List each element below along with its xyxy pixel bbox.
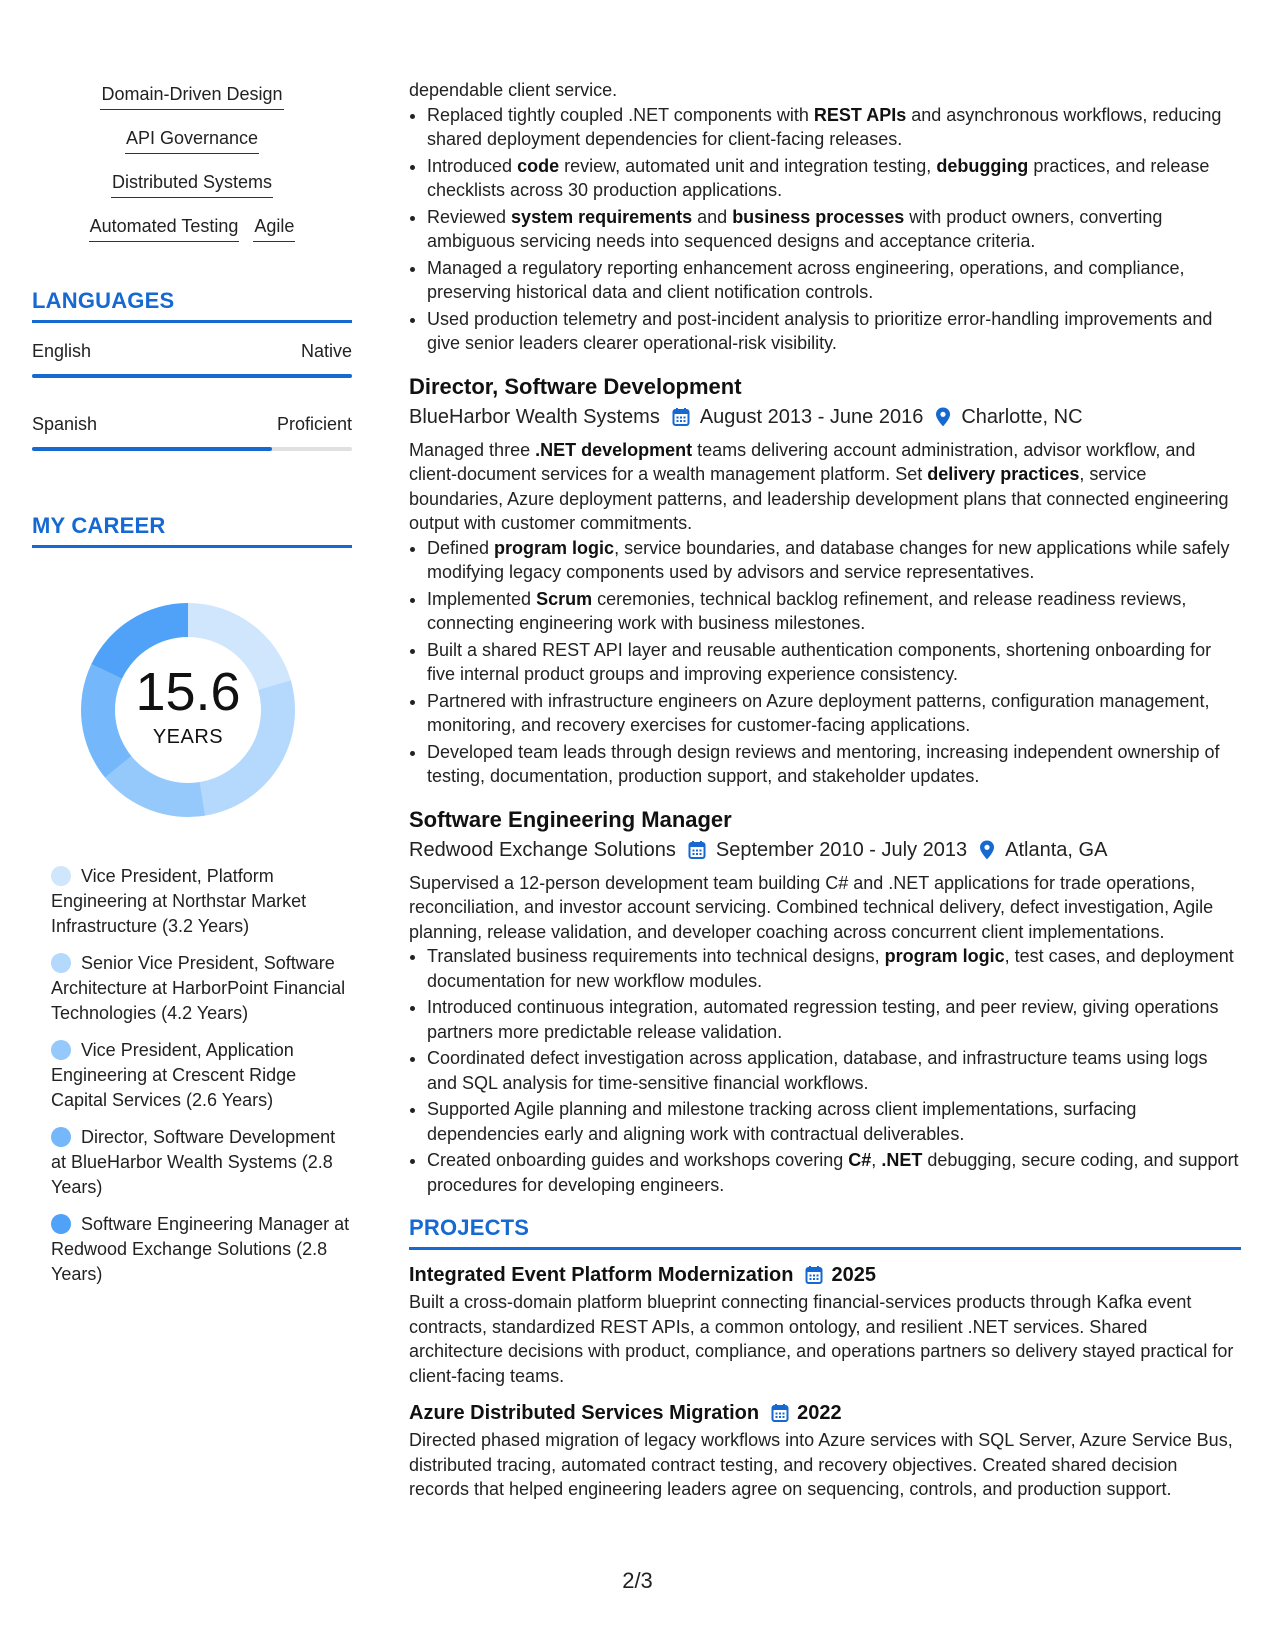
bullet-item bbox=[427, 307, 1241, 356]
text-run: , service boundaries, Azure deployment patterns, and leadership development plans that connected engineering output with customer commitments. bbox=[409, 464, 1229, 533]
bold-keyword: REST APIs bbox=[813, 104, 907, 125]
text-run: Partnered with infrastructure engineers on Azure deployment patterns, configuration management, monitoring, and recovery exercises for customer-facing applications. bbox=[427, 690, 1210, 735]
skill-tag: Agile bbox=[253, 214, 295, 242]
project-name: Integrated Event Platform Modernization bbox=[409, 1264, 794, 1286]
career-role-text: Vice President, Platform Engineering at Northstar Market Infrastructure (3.2 Years) bbox=[51, 866, 307, 936]
languages-heading: LANGUAGES bbox=[32, 288, 352, 323]
bullet-item bbox=[427, 205, 1241, 254]
skill-tag: Automated Testing bbox=[89, 214, 240, 242]
career-legend-item bbox=[32, 1038, 352, 1113]
project-title-row bbox=[409, 1260, 1241, 1290]
language-level: Proficient bbox=[276, 414, 352, 434]
text-run: Created onboarding guides and workshops covering bbox=[427, 1150, 849, 1170]
calendar-icon bbox=[771, 1403, 789, 1423]
text-run: Implemented bbox=[427, 588, 537, 609]
bold-keyword: Scrum bbox=[536, 588, 593, 609]
project-year: 2025 bbox=[831, 1264, 876, 1286]
bold-keyword: code bbox=[517, 155, 560, 176]
text-run: Managed three bbox=[409, 439, 536, 460]
career-role-text: Director, Software Development at BlueHarbor Wealth Systems (2.8 Years) bbox=[51, 1127, 336, 1197]
text-run: Developed team leads through design reviews and mentoring, increasing independent ownership of testing, documentation, production support, and stakeholder updates. bbox=[427, 741, 1220, 786]
career-legend-item bbox=[32, 864, 352, 939]
page-number: 2/3 bbox=[622, 1568, 653, 1593]
job-entry bbox=[409, 372, 1241, 789]
sidebar bbox=[32, 82, 352, 1299]
job-location: Charlotte, NC bbox=[961, 405, 1083, 428]
project-description: Directed phased migration of legacy workflows into Azure services with SQL Server, Azure Service Bus, distributed tracing, automated contract testing, and recovery objectives. Created shared decision records that helped engineering leaders agree on sequencing, controls, and production support. bbox=[409, 1430, 1233, 1499]
text-run: Used production telemetry and post-incident analysis to prioritize error-handling improvements and give senior leaders clearer operational-risk visibility. bbox=[427, 308, 1213, 353]
job-title: Director, Software Development bbox=[409, 373, 742, 399]
bold-keyword: program logic bbox=[494, 537, 615, 558]
text-run: , bbox=[871, 1150, 882, 1170]
bold-keyword: program logic bbox=[884, 946, 1005, 966]
job-location-group bbox=[979, 840, 995, 860]
text-run: Coordinated defect investigation across application, database, and infrastructure teams using logs and SQL analysis for time-sensitive financial workflows. bbox=[427, 1048, 1208, 1093]
language-item bbox=[32, 414, 352, 451]
text-run: , service boundaries, and database changes for new applications while safely modifying legacy components used by advisors and service representatives. bbox=[427, 537, 1230, 582]
project-year: 2022 bbox=[797, 1402, 842, 1424]
skill-row bbox=[32, 214, 352, 242]
bullet-item bbox=[427, 1046, 1241, 1095]
text-run: Translated business requirements into technical designs, bbox=[427, 946, 885, 966]
donut-center bbox=[68, 590, 308, 830]
bullet-item bbox=[427, 587, 1241, 636]
language-row bbox=[32, 414, 352, 435]
bold-keyword: delivery practices bbox=[927, 464, 1080, 484]
bullet-item bbox=[427, 740, 1241, 789]
bullet-item bbox=[427, 536, 1241, 585]
text-run: debugging, secure coding, and support procedures for developing engineers. bbox=[427, 1150, 1239, 1195]
career-legend bbox=[32, 864, 352, 1287]
text-run: ceremonies, technical backlog refinement, and release readiness reviews, connecting engineering work with business milestones. bbox=[427, 588, 1187, 633]
text-run: Introduced bbox=[427, 155, 518, 176]
calendar-icon bbox=[672, 407, 690, 427]
projects-heading: PROJECTS bbox=[409, 1215, 1241, 1250]
skill-row bbox=[32, 170, 352, 198]
bullet-item bbox=[427, 256, 1241, 305]
projects-list bbox=[409, 1260, 1241, 1502]
bullet-item bbox=[427, 995, 1241, 1044]
skill-tag: API Governance bbox=[125, 126, 259, 154]
project-description: Built a cross-domain platform blueprint connecting financial-services products through Kafka event contracts, standardized REST APIs, a common ontology, and resilient .NET services. Shared architecture decisions with product, compliance, and operations partners so delivery stayed practical for client-facing teams. bbox=[409, 1292, 1234, 1386]
job-dates-group bbox=[672, 407, 690, 427]
bullet-item bbox=[427, 1148, 1241, 1197]
bold-keyword: C# bbox=[848, 1150, 872, 1170]
skill-row bbox=[32, 82, 352, 110]
text-run: review, automated unit and integration testing, bbox=[559, 155, 937, 176]
language-proficiency-bar bbox=[32, 447, 352, 451]
bold-keyword: business processes bbox=[732, 206, 905, 227]
text-run: with product owners, converting ambiguous servicing needs into sequenced designs and acceptance criteria. bbox=[427, 206, 1163, 251]
language-level: Native bbox=[300, 341, 352, 361]
career-donut-chart bbox=[68, 590, 308, 830]
bullet-item bbox=[427, 944, 1241, 993]
legend-dot-icon bbox=[51, 953, 71, 973]
job-dates: August 2013 - June 2016 bbox=[699, 405, 924, 428]
bullet-item bbox=[427, 1097, 1241, 1146]
text-run: and bbox=[692, 206, 733, 227]
project-name: Azure Distributed Services Migration bbox=[409, 1402, 760, 1424]
text-run: and asynchronous workflows, reducing shared deployment dependencies for client-facing releases. bbox=[427, 104, 1222, 149]
text-run: Supervised a 12-person development team building C# and .NET applications for trade operations, reconciliation, and investor account servicing. Combined technical delivery, defect investigation, Agile planning, release validation, and developer coaching across concurrent client implementations. bbox=[409, 872, 1214, 942]
project-year-group bbox=[771, 1403, 789, 1423]
language-item bbox=[32, 341, 352, 378]
legend-dot-icon bbox=[51, 1214, 71, 1234]
project-entry bbox=[409, 1260, 1241, 1388]
text-run: teams delivering account administration, advisor workflow, and client-document services for a wealth management platform. Set bbox=[409, 439, 1196, 484]
calendar-icon bbox=[688, 840, 706, 860]
language-proficiency-bar bbox=[32, 374, 352, 378]
location-pin-icon bbox=[935, 407, 951, 427]
text-run: Supported Agile planning and milestone tracking across client implementations, surfacing dependencies early and aligning work with contractual deliverables. bbox=[427, 1099, 1137, 1144]
job-company: BlueHarbor Wealth Systems bbox=[409, 405, 660, 428]
bullet-item bbox=[427, 154, 1241, 203]
text-run: practices, and release checklists across 30 production applications. bbox=[427, 155, 1210, 200]
jobs-list bbox=[409, 372, 1241, 1198]
bullet-item bbox=[427, 103, 1241, 152]
bold-keyword: system requirements bbox=[511, 206, 693, 227]
career-total-unit: YEARS bbox=[152, 726, 224, 748]
language-name: English bbox=[32, 341, 92, 361]
job-bullet-list bbox=[409, 944, 1241, 1197]
language-proficiency-fill bbox=[32, 447, 272, 451]
job-company: Redwood Exchange Solutions bbox=[409, 838, 676, 861]
career-role-text: Senior Vice President, Software Architecture at HarborPoint Financial Technologies (4.2 Years) bbox=[51, 953, 346, 1023]
text-run: Introduced continuous integration, automated regression testing, and peer review, giving operations partners more predictable release validation. bbox=[427, 997, 1219, 1042]
career-heading: MY CAREER bbox=[32, 513, 352, 548]
text-run: Defined bbox=[427, 537, 495, 558]
skill-row bbox=[32, 126, 352, 154]
location-pin-icon bbox=[979, 840, 995, 860]
calendar-icon bbox=[805, 1265, 823, 1285]
career-legend-item bbox=[32, 1212, 352, 1287]
job-dates: September 2010 - July 2013 bbox=[715, 838, 968, 861]
job-meta bbox=[409, 402, 1241, 432]
skill-tag: Domain-Driven Design bbox=[100, 82, 283, 110]
skill-tag: Distributed Systems bbox=[111, 170, 273, 198]
job-summary bbox=[409, 438, 1241, 536]
career-legend-item bbox=[32, 1125, 352, 1200]
career-role-text: Software Engineering Manager at Redwood Exchange Solutions (2.8 Years) bbox=[51, 1214, 350, 1284]
bold-keyword: .NET bbox=[881, 1150, 923, 1170]
intro-bullet-list bbox=[409, 103, 1241, 356]
job-location-group bbox=[935, 407, 951, 427]
job-bullet-list bbox=[409, 536, 1241, 789]
job-summary bbox=[409, 871, 1241, 945]
language-proficiency-fill bbox=[32, 374, 352, 378]
bullet-item bbox=[427, 638, 1241, 687]
project-title-row bbox=[409, 1398, 1241, 1428]
language-row bbox=[32, 341, 352, 362]
legend-dot-icon bbox=[51, 1040, 71, 1060]
legend-dot-icon bbox=[51, 866, 71, 886]
languages-list bbox=[32, 341, 352, 451]
bold-keyword: debugging bbox=[936, 155, 1029, 176]
job-title: Software Engineering Manager bbox=[409, 806, 732, 832]
job-dates-group bbox=[688, 840, 706, 860]
text-run: , test cases, and deployment documentation for new workflow modules. bbox=[427, 946, 1234, 991]
text-run: Replaced tightly coupled .NET components with bbox=[427, 104, 814, 125]
main-content bbox=[409, 78, 1241, 1502]
bullet-item bbox=[427, 689, 1241, 738]
project-year-group bbox=[805, 1265, 823, 1285]
career-total-years: 15.6 bbox=[135, 662, 241, 722]
job-entry bbox=[409, 805, 1241, 1198]
skills-list bbox=[32, 82, 352, 242]
job-meta bbox=[409, 835, 1241, 865]
job-location: Atlanta, GA bbox=[1005, 838, 1108, 861]
bold-keyword: .NET development bbox=[535, 439, 693, 460]
text-run: Built a shared REST API layer and reusable authentication components, shortening onboarding for five internal product groups and improving experience consistency. bbox=[427, 639, 1212, 684]
intro-tail-text: dependable client service. bbox=[409, 80, 618, 100]
career-legend-item bbox=[32, 951, 352, 1026]
text-run: Reviewed bbox=[427, 206, 512, 227]
language-name: Spanish bbox=[32, 414, 98, 434]
text-run: Managed a regulatory reporting enhancement across engineering, operations, and compliance, preserving historical data and client notification controls. bbox=[427, 257, 1185, 302]
project-entry bbox=[409, 1398, 1241, 1502]
career-role-text: Vice President, Application Engineering at Crescent Ridge Capital Services (2.6 Years) bbox=[51, 1040, 297, 1110]
legend-dot-icon bbox=[51, 1127, 71, 1147]
